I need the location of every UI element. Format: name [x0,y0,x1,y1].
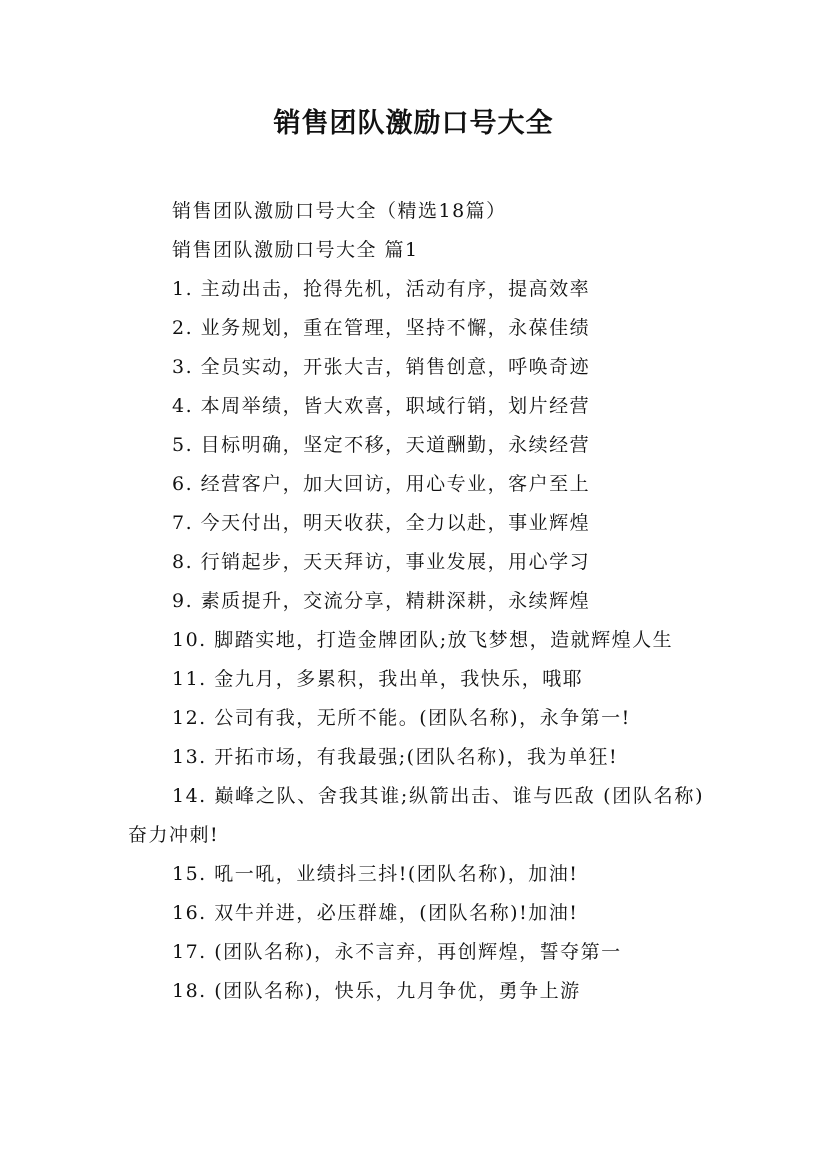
page-title: 销售团队激励口号大全 [273,108,554,139]
slogan-item: 12. 公司有我，无所不能。(团队名称)，永争第一! [172,707,631,729]
slogan-item: 7. 今天付出，明天收获，全力以赴，事业辉煌 [172,512,591,534]
paragraph-subtitle: 销售团队激励口号大全（精选18篇） [172,200,507,222]
slogan-item: 4. 本周举绩，皆大欢喜，职域行销，划片经营 [172,395,591,417]
slogan-item: 9. 素质提升，交流分享，精耕深耕，永续辉煌 [172,590,591,612]
slogan-item: 17. (团队名称)，永不言弃，再创辉煌，誓夺第一 [172,941,622,963]
slogan-item: 1. 主动出击，抢得先机，活动有序，提高效率 [172,278,591,300]
document-body [128,192,704,1011]
slogan-item: 8. 行销起步，天天拜访，事业发展，用心学习 [172,551,591,573]
slogan-item: 14. 巅峰之队、舍我其谁;纵箭出击、谁与匹敌 (团队名称) 奋力冲刺! [128,785,704,846]
slogan-item: 11. 金九月，多累积，我出单，我快乐，哦耶 [172,668,584,690]
slogan-item: 2. 业务规划，重在管理，坚持不懈，永葆佳绩 [172,317,591,339]
paragraph-section-heading: 销售团队激励口号大全 篇1 [172,239,419,261]
slogan-item: 18. (团队名称)，快乐，九月争优，勇争上游 [172,980,581,1002]
slogan-item: 6. 经营客户，加大回访，用心专业，客户至上 [172,473,591,495]
slogan-item: 5. 目标明确，坚定不移，天道酬勤，永续经营 [172,434,591,456]
slogan-item: 10. 脚踏实地，打造金牌团队;放飞梦想，造就辉煌人生 [172,629,674,651]
slogan-item: 3. 全员实动，开张大吉，销售创意，呼唤奇迹 [172,356,591,378]
slogan-item: 16. 双牛并进，必压群雄，(团队名称)!加油! [172,902,579,924]
slogan-item: 15. 吼一吼，业绩抖三抖!(团队名称)，加油! [172,863,579,885]
slogan-item: 13. 开拓市场，有我最强;(团队名称)，我为单狂! [172,746,619,768]
